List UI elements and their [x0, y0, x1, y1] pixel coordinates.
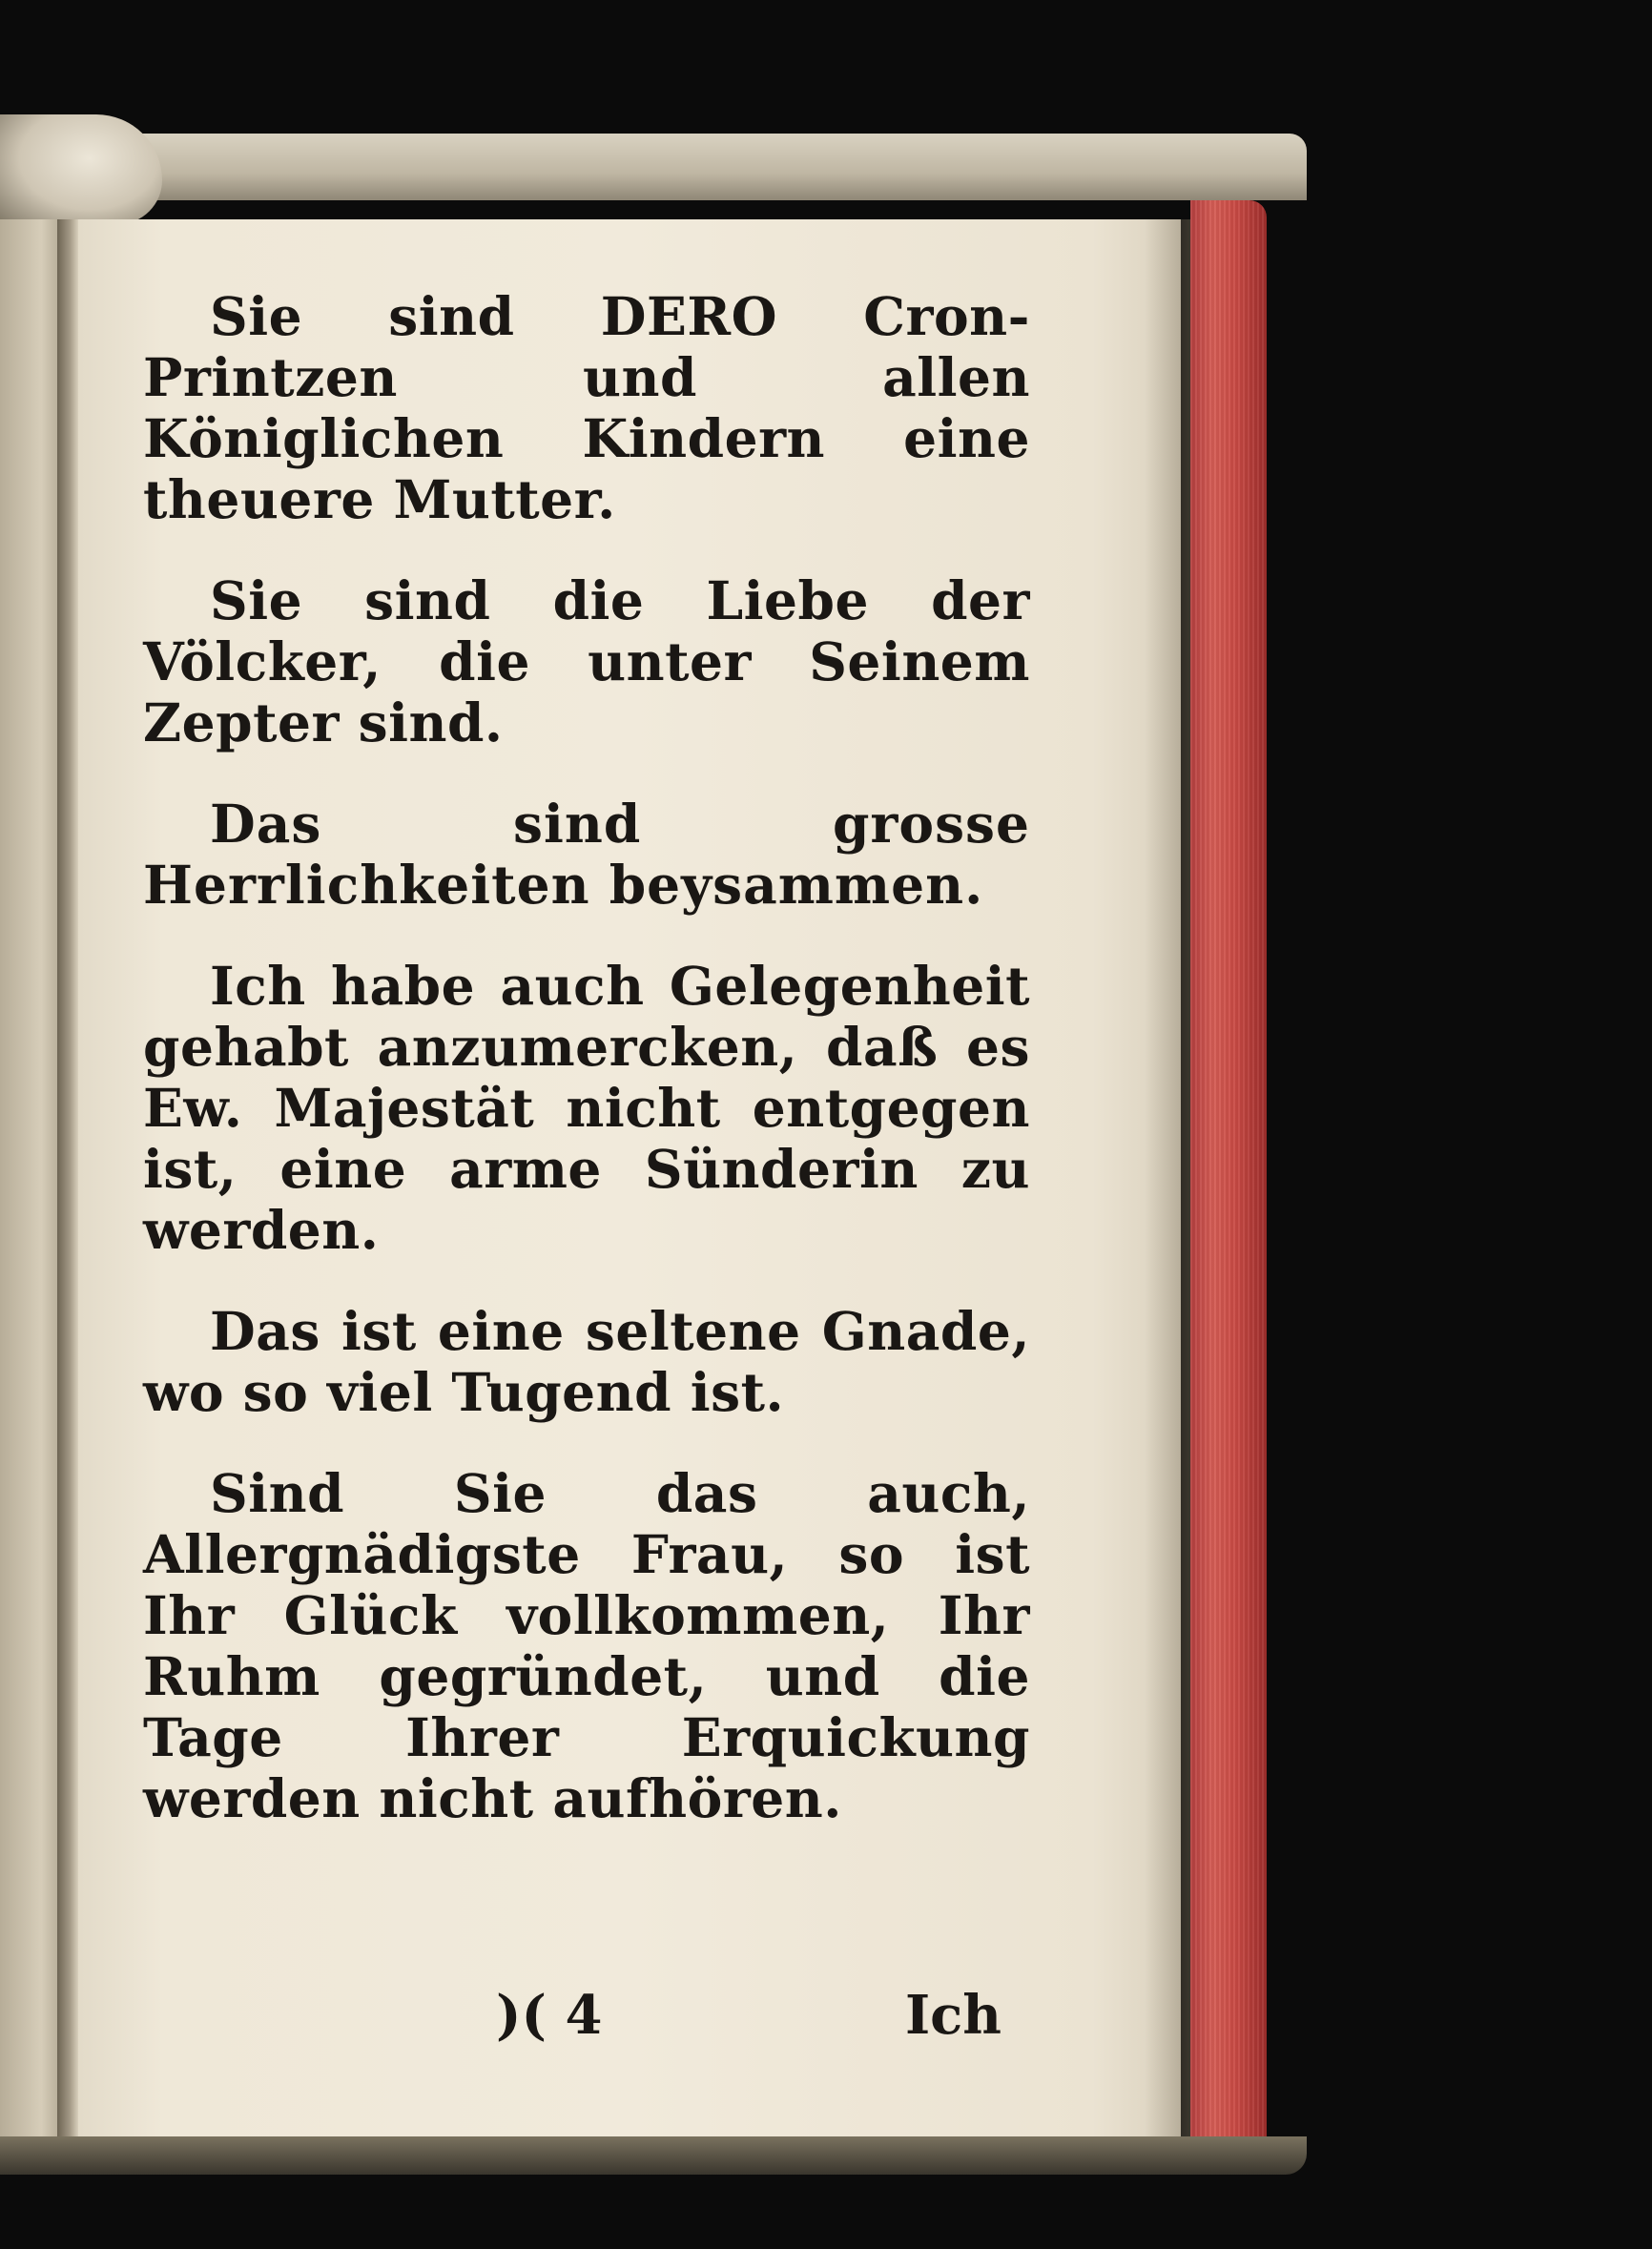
paragraph-4: Ich habe auch Gelegenheit gehabt anzumercken, daß es Ew. Majestät nicht entgegen ist, eine arme Sünderin zu werden.	[143, 955, 1030, 1261]
red-page-edge-lines	[1190, 200, 1267, 2175]
paragraph-3: Das sind grosse Herrlichkeiten beysammen.	[143, 793, 1030, 916]
spine-bulge	[0, 114, 162, 224]
paragraph-1: Sie sind DERO Cron-Printzen und allen Königlichen Kindern eine theuere Mutter.	[143, 285, 1030, 530]
signature-mark: )( 4	[496, 1984, 603, 2047]
paragraph-2: Sie sind die Liebe der Völcker, die unter Seinem Zepter sind.	[143, 569, 1030, 753]
page-footer	[143, 1984, 1030, 2051]
page-text	[143, 286, 1030, 1869]
catchword: Ich	[904, 1984, 1002, 2047]
book-bottom-edge	[0, 2136, 1307, 2175]
paragraph-5: Das ist eine seltene Gnade, wo so viel Tugend ist.	[143, 1300, 1030, 1423]
book-top-edge	[0, 134, 1307, 200]
paragraph-6: Sind Sie das auch, Allergnädigste Frau, so ist Ihr Glück vollkommen, Ihr Ruhm gegründet, und die Tage Ihrer Erquickung werden nicht aufhören.	[143, 1462, 1030, 1829]
gutter-shadow	[57, 219, 78, 2156]
page-right-shade	[1145, 219, 1192, 2156]
